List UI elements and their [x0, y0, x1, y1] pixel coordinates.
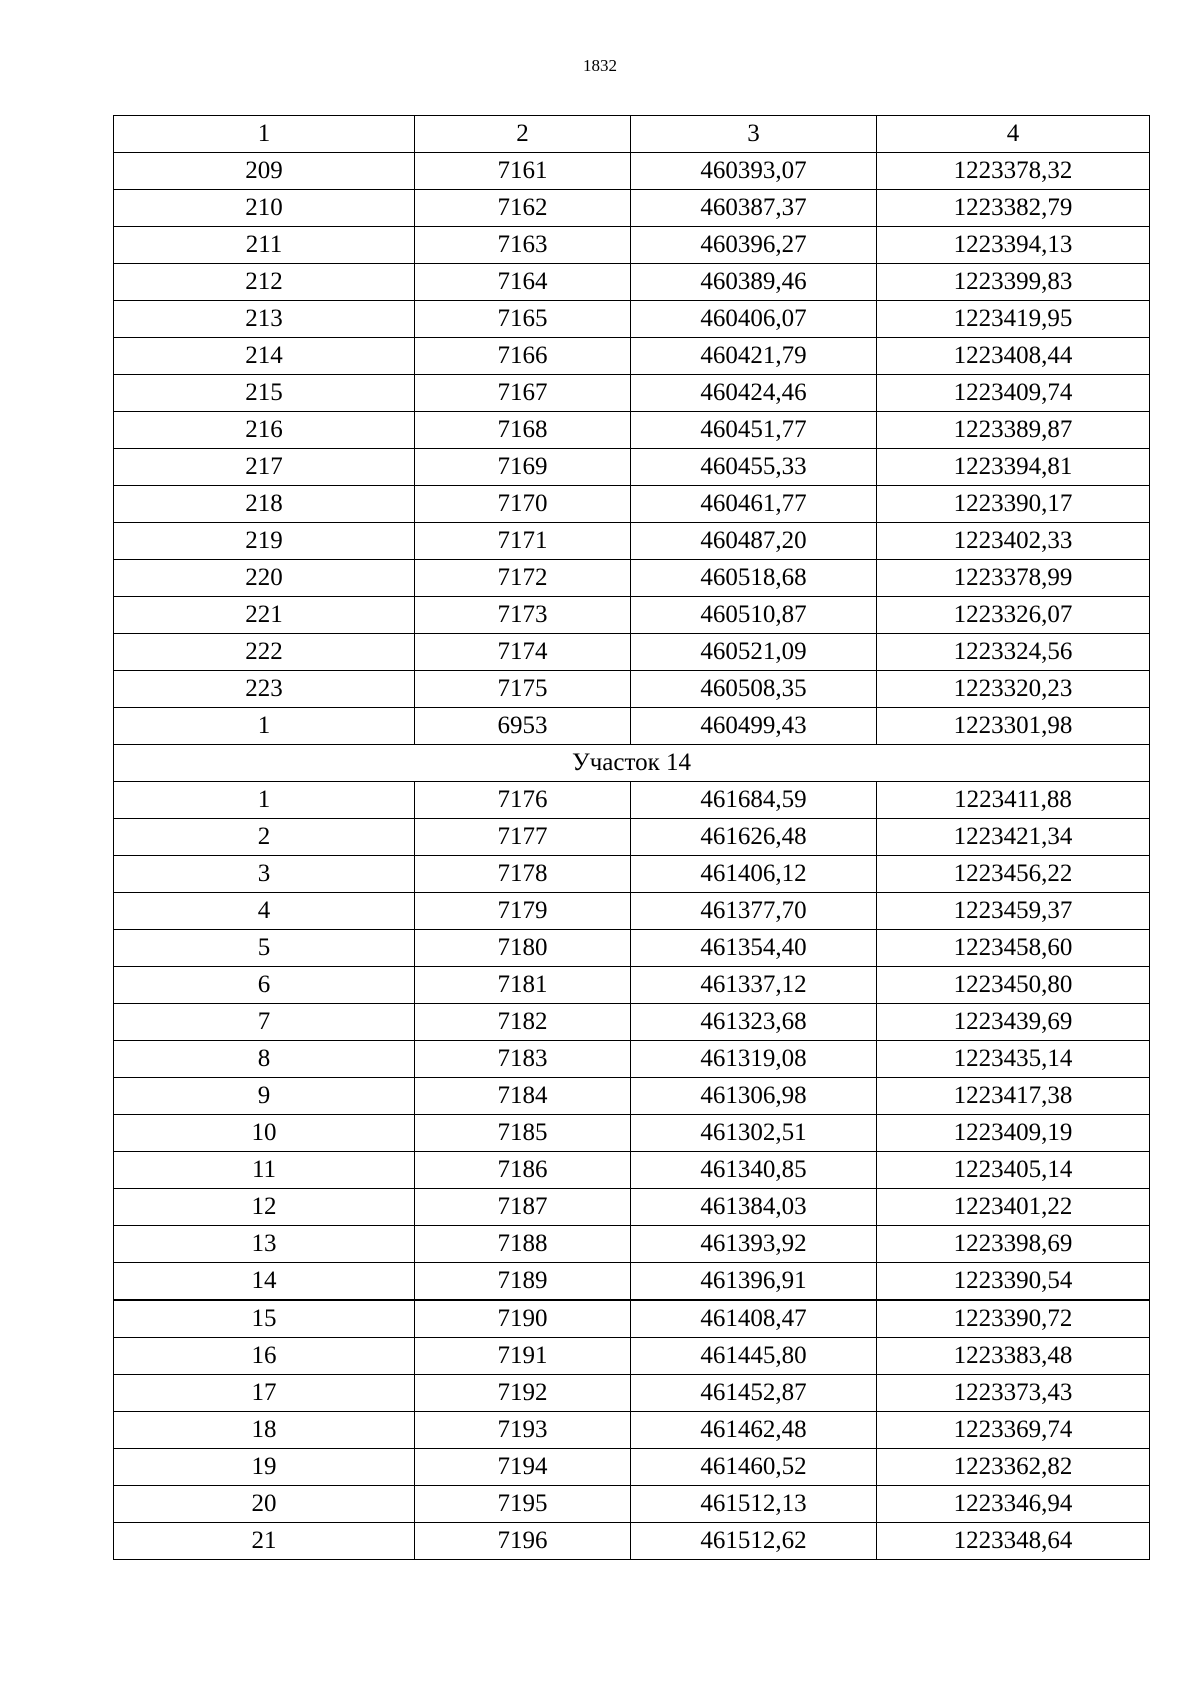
table-cell: 1223394,81: [877, 449, 1150, 486]
table-cell: 460510,87: [631, 597, 877, 634]
table-cell: 209: [114, 153, 415, 190]
section-title: Участок 14: [114, 745, 1150, 782]
table-cell: 14: [114, 1263, 415, 1301]
table-row: [114, 1263, 1150, 1301]
table-cell: 461406,12: [631, 856, 877, 893]
table-row: [114, 1078, 1150, 1115]
table-cell: 1223378,99: [877, 560, 1150, 597]
table-cell: 17: [114, 1375, 415, 1412]
table-row: [114, 227, 1150, 264]
table-row: [114, 1300, 1150, 1338]
table-cell: 460406,07: [631, 301, 877, 338]
table-cell: 461306,98: [631, 1078, 877, 1115]
table-cell: 461393,92: [631, 1226, 877, 1263]
table-cell: 7189: [415, 1263, 631, 1301]
table-row: [114, 1338, 1150, 1375]
table-cell: 218: [114, 486, 415, 523]
table-cell: 1223390,17: [877, 486, 1150, 523]
table-cell: 2: [114, 819, 415, 856]
table-cell: 1223389,87: [877, 412, 1150, 449]
table-cell: 16: [114, 1338, 415, 1375]
table-cell: 219: [114, 523, 415, 560]
table-cell: 1223450,80: [877, 967, 1150, 1004]
table-cell: 214: [114, 338, 415, 375]
table-cell: 461354,40: [631, 930, 877, 967]
table-cell: 460393,07: [631, 153, 877, 190]
table-row: [114, 301, 1150, 338]
table-row: [114, 856, 1150, 893]
table-cell: 8: [114, 1041, 415, 1078]
table-row: [114, 412, 1150, 449]
table-cell: 20: [114, 1486, 415, 1523]
column-header: 3: [631, 116, 877, 153]
table-cell: 1223383,48: [877, 1338, 1150, 1375]
table-cell: 461408,47: [631, 1300, 877, 1338]
table-cell: 215: [114, 375, 415, 412]
table-row: [114, 1449, 1150, 1486]
table-row: [114, 375, 1150, 412]
table-cell: 460518,68: [631, 560, 877, 597]
table-cell: 1223398,69: [877, 1226, 1150, 1263]
table-cell: 461319,08: [631, 1041, 877, 1078]
table-row: [114, 1375, 1150, 1412]
table-cell: 11: [114, 1152, 415, 1189]
table-row: [114, 338, 1150, 375]
table-cell: 1223399,83: [877, 264, 1150, 301]
table-cell: 6953: [415, 708, 631, 745]
table-cell: 461460,52: [631, 1449, 877, 1486]
table-cell: 12: [114, 1189, 415, 1226]
table-cell: 1223326,07: [877, 597, 1150, 634]
table-cell: 210: [114, 190, 415, 227]
table-cell: 460396,27: [631, 227, 877, 264]
table-cell: 216: [114, 412, 415, 449]
table-row: [114, 486, 1150, 523]
table-cell: 7168: [415, 412, 631, 449]
table-cell: 15: [114, 1300, 415, 1338]
table-cell: 460421,79: [631, 338, 877, 375]
table-cell: 461302,51: [631, 1115, 877, 1152]
table-row: [114, 1523, 1150, 1560]
table-cell: 7187: [415, 1189, 631, 1226]
table-cell: 1223402,33: [877, 523, 1150, 560]
table-cell: 223: [114, 671, 415, 708]
table-cell: 4: [114, 893, 415, 930]
table-cell: 7196: [415, 1523, 631, 1560]
table-cell: 461323,68: [631, 1004, 877, 1041]
table-row: [114, 1226, 1150, 1263]
table-cell: 1223401,22: [877, 1189, 1150, 1226]
table-cell: 9: [114, 1078, 415, 1115]
table-cell: 1223456,22: [877, 856, 1150, 893]
table-cell: 1223439,69: [877, 1004, 1150, 1041]
table-cell: 1223369,74: [877, 1412, 1150, 1449]
table-cell: 1223362,82: [877, 1449, 1150, 1486]
column-header: 1: [114, 116, 415, 153]
table-row: [114, 967, 1150, 1004]
table-cell: 7169: [415, 449, 631, 486]
table-cell: 460461,77: [631, 486, 877, 523]
table-cell: 1223320,23: [877, 671, 1150, 708]
table-cell: 461462,48: [631, 1412, 877, 1449]
table-cell: 7173: [415, 597, 631, 634]
table-cell: 1223459,37: [877, 893, 1150, 930]
table-cell: 13: [114, 1226, 415, 1263]
table-cell: 7191: [415, 1338, 631, 1375]
table-cell: 7161: [415, 153, 631, 190]
table-cell: 460508,35: [631, 671, 877, 708]
table-cell: 461377,70: [631, 893, 877, 930]
table-row: [114, 1152, 1150, 1189]
table-cell: 7192: [415, 1375, 631, 1412]
table-cell: 1223378,32: [877, 153, 1150, 190]
table-cell: 7167: [415, 375, 631, 412]
table-cell: 6: [114, 967, 415, 1004]
table-cell: 1223408,44: [877, 338, 1150, 375]
table-cell: 7182: [415, 1004, 631, 1041]
table-cell: 7179: [415, 893, 631, 930]
table-row: [114, 782, 1150, 819]
table-cell: 213: [114, 301, 415, 338]
table-cell: 1: [114, 708, 415, 745]
section-row: [114, 745, 1150, 782]
table-cell: 1223348,64: [877, 1523, 1150, 1560]
table-cell: 1: [114, 782, 415, 819]
table-cell: 461626,48: [631, 819, 877, 856]
table-cell: 19: [114, 1449, 415, 1486]
table-cell: 7195: [415, 1486, 631, 1523]
table-cell: 460455,33: [631, 449, 877, 486]
table-cell: 21: [114, 1523, 415, 1560]
table-cell: 7185: [415, 1115, 631, 1152]
column-header: 2: [415, 116, 631, 153]
table-cell: 460487,20: [631, 523, 877, 560]
table-row: [114, 1412, 1150, 1449]
table-row: [114, 893, 1150, 930]
table-cell: 7177: [415, 819, 631, 856]
table-row: [114, 523, 1150, 560]
table-cell: 1223324,56: [877, 634, 1150, 671]
table-cell: 460424,46: [631, 375, 877, 412]
table-cell: 7184: [415, 1078, 631, 1115]
table-cell: 211: [114, 227, 415, 264]
table-cell: 1223346,94: [877, 1486, 1150, 1523]
table-cell: 460521,09: [631, 634, 877, 671]
table-cell: 461512,62: [631, 1523, 877, 1560]
table-cell: 7180: [415, 930, 631, 967]
table-cell: 461396,91: [631, 1263, 877, 1301]
table-cell: 7: [114, 1004, 415, 1041]
table-cell: 7194: [415, 1449, 631, 1486]
table-cell: 220: [114, 560, 415, 597]
table-cell: 1223409,19: [877, 1115, 1150, 1152]
table-row: [114, 1115, 1150, 1152]
table-cell: 7181: [415, 967, 631, 1004]
table-cell: 461445,80: [631, 1338, 877, 1375]
table-cell: 7162: [415, 190, 631, 227]
table-cell: 1223417,38: [877, 1078, 1150, 1115]
table-cell: 460387,37: [631, 190, 877, 227]
table-cell: 7170: [415, 486, 631, 523]
table-row: [114, 1486, 1150, 1523]
table-cell: 221: [114, 597, 415, 634]
table-cell: 1223421,34: [877, 819, 1150, 856]
table-row: [114, 560, 1150, 597]
table-row: [114, 597, 1150, 634]
table-cell: 5: [114, 930, 415, 967]
table-cell: 7193: [415, 1412, 631, 1449]
table-cell: 7183: [415, 1041, 631, 1078]
table-row: [114, 1041, 1150, 1078]
table-cell: 1223409,74: [877, 375, 1150, 412]
table-cell: 7171: [415, 523, 631, 560]
table-row: [114, 190, 1150, 227]
table-cell: 1223390,54: [877, 1263, 1150, 1301]
table-cell: 7174: [415, 634, 631, 671]
table-row: [114, 930, 1150, 967]
table-cell: 7188: [415, 1226, 631, 1263]
table-cell: 461340,85: [631, 1152, 877, 1189]
table-row: [114, 153, 1150, 190]
table-cell: 7186: [415, 1152, 631, 1189]
table-cell: 461384,03: [631, 1189, 877, 1226]
table-cell: 7172: [415, 560, 631, 597]
table-cell: 10: [114, 1115, 415, 1152]
table-cell: 7163: [415, 227, 631, 264]
table-cell: 7176: [415, 782, 631, 819]
table-cell: 1223390,72: [877, 1300, 1150, 1338]
table-cell: 7175: [415, 671, 631, 708]
page-number: 1832: [583, 56, 617, 75]
table-cell: 1223435,14: [877, 1041, 1150, 1078]
table-cell: 7190: [415, 1300, 631, 1338]
table-cell: 212: [114, 264, 415, 301]
table-row: [114, 819, 1150, 856]
table-row: [114, 708, 1150, 745]
table-cell: 18: [114, 1412, 415, 1449]
table-cell: 3: [114, 856, 415, 893]
table-cell: 460451,77: [631, 412, 877, 449]
table-cell: 1223411,88: [877, 782, 1150, 819]
table-cell: 7178: [415, 856, 631, 893]
table-cell: 217: [114, 449, 415, 486]
column-header: 4: [877, 116, 1150, 153]
table-cell: 1223458,60: [877, 930, 1150, 967]
table-cell: 1223405,14: [877, 1152, 1150, 1189]
table-cell: 7164: [415, 264, 631, 301]
table-row: [114, 634, 1150, 671]
table-row: [114, 1004, 1150, 1041]
table-cell: 460499,43: [631, 708, 877, 745]
coordinates-table: [113, 115, 1150, 1560]
table-row: [114, 671, 1150, 708]
table-cell: 461684,59: [631, 782, 877, 819]
table-cell: 222: [114, 634, 415, 671]
table-cell: 1223394,13: [877, 227, 1150, 264]
table-cell: 7165: [415, 301, 631, 338]
table-cell: 461512,13: [631, 1486, 877, 1523]
table-cell: 460389,46: [631, 264, 877, 301]
table-row: [114, 1189, 1150, 1226]
table-cell: 1223301,98: [877, 708, 1150, 745]
table-row: [114, 264, 1150, 301]
table-cell: 461337,12: [631, 967, 877, 1004]
table-header-row: [114, 116, 1150, 153]
table-cell: 1223419,95: [877, 301, 1150, 338]
table-cell: 461452,87: [631, 1375, 877, 1412]
coordinates-table-body: [114, 116, 1150, 1560]
table-cell: 7166: [415, 338, 631, 375]
table-row: [114, 449, 1150, 486]
table-cell: 1223373,43: [877, 1375, 1150, 1412]
table-cell: 1223382,79: [877, 190, 1150, 227]
